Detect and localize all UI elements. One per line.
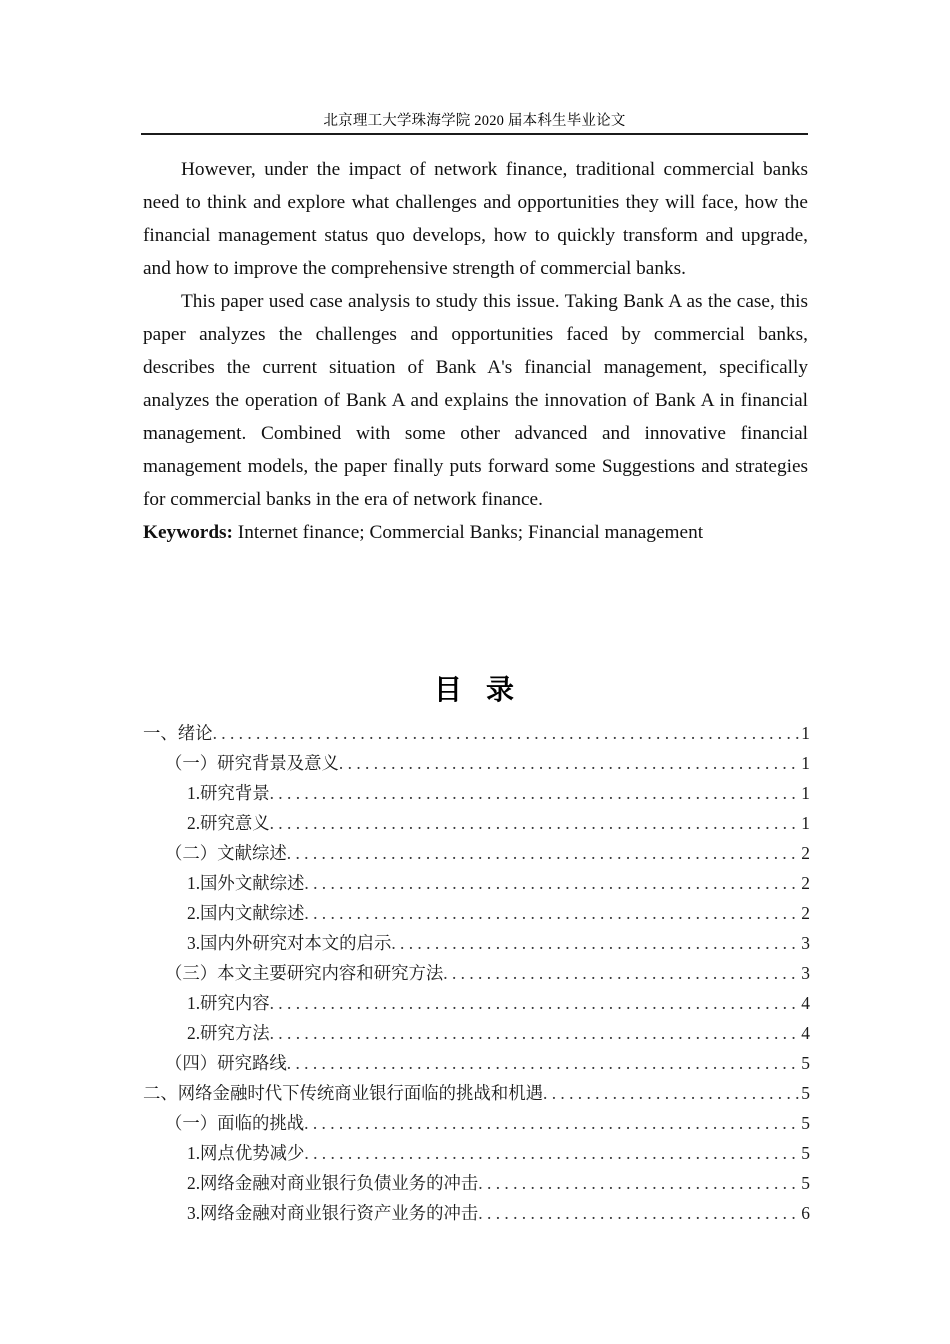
keywords-value: Internet finance; Commercial Banks; Financial management [237, 522, 704, 543]
toc-entry-label: （一）面临的挑战 [165, 1113, 305, 1133]
abstract-paragraph-2: This paper used case analysis to study this issue. Taking Bank A as the case, this paper analyzes the challenges and opportunities faced by commercial banks, describes the current situation of Bank A's financial management, specifically analyzes the operation of Bank A and explains the innovation of Bank A in financial management. Combined with some other advanced and innovative financial management models, the paper finally puts forward some Suggestions and strategies for commercial banks in the era of network finance. [143, 291, 808, 510]
toc-entry-label: 1.国外文献综述 [187, 873, 305, 893]
toc-entry-page-number: 2 [801, 873, 810, 893]
toc-entry[interactable] [143, 1138, 810, 1168]
toc-entry[interactable] [143, 898, 810, 928]
toc-leader-dots [213, 718, 799, 748]
toc-leader-dots [304, 898, 799, 928]
toc-entry-page-number: 1 [801, 813, 810, 833]
toc-leader-dots [443, 958, 799, 988]
running-title: 北京理工大学珠海学院 2020 届本科生毕业论文 [323, 113, 626, 129]
toc-entry[interactable] [143, 1168, 810, 1198]
abstract-body [143, 153, 808, 549]
toc-entry-page-number: 2 [801, 843, 810, 863]
toc-entry[interactable] [143, 778, 810, 808]
toc-entry-label: （二）文献综述 [165, 843, 287, 863]
toc-entry-label: 1.研究背景 [187, 783, 270, 803]
toc-leader-dots [304, 868, 799, 898]
toc-entry-label: 2.国内文献综述 [187, 903, 305, 923]
toc-entry-page-number: 4 [801, 993, 810, 1013]
toc-leader-dots [270, 778, 799, 808]
header-divider [141, 133, 808, 135]
toc-entry-label: 2.网络金融对商业银行负债业务的冲击 [187, 1173, 479, 1193]
toc-entry-label: 2.研究意义 [187, 813, 270, 833]
toc-entry-label: 3.国内外研究对本文的启示 [187, 933, 392, 953]
toc-leader-dots [270, 1018, 799, 1048]
toc-leader-dots [270, 808, 799, 838]
toc-entry-page-number: 2 [801, 903, 810, 923]
toc-entry-page-number: 1 [801, 783, 810, 803]
toc-entry-page-number: 5 [801, 1113, 810, 1133]
toc-entry-page-number: 1 [801, 753, 810, 773]
toc-entry-page-number: 3 [801, 963, 810, 983]
toc-entry-page-number: 5 [801, 1083, 810, 1103]
toc-entry-page-number: 1 [801, 723, 810, 743]
keywords-label: Keywords: [143, 522, 233, 543]
toc-entry-label: 3.网络金融对商业银行资产业务的冲击 [187, 1203, 479, 1223]
toc-leader-dots [391, 928, 799, 958]
toc-entry-page-number: 6 [801, 1203, 810, 1223]
toc-entry-label: （三）本文主要研究内容和研究方法 [165, 963, 444, 983]
abstract-paragraph-1: However, under the impact of network finance, traditional commercial banks need to think and explore what challenges and opportunities they will face, how the financial management status quo develops, how to quickly transform and upgrade, and how to improve the comprehensive strength of commercial banks. [143, 159, 808, 279]
toc-entry[interactable] [143, 1198, 810, 1228]
toc-entry[interactable] [143, 1048, 810, 1078]
toc-entry[interactable] [143, 838, 810, 868]
toc-entry[interactable] [143, 958, 810, 988]
toc-entry-page-number: 5 [801, 1053, 810, 1073]
toc-leader-dots [339, 748, 799, 778]
toc-entry-page-number: 5 [801, 1143, 810, 1163]
page-header [141, 112, 808, 135]
toc-entry-page-number: 5 [801, 1173, 810, 1193]
toc-leader-dots [270, 988, 799, 1018]
toc-title [0, 668, 950, 708]
toc-leader-dots [304, 1108, 799, 1138]
toc-entry[interactable] [143, 1108, 810, 1138]
toc-entry[interactable] [143, 868, 810, 898]
toc-entry-label: 1.网点优势减少 [187, 1143, 305, 1163]
toc-leader-dots [287, 1048, 799, 1078]
toc-leader-dots [287, 838, 799, 868]
toc-entry-label: 1.研究内容 [187, 993, 270, 1013]
toc-entry[interactable] [143, 718, 810, 748]
toc-entry[interactable] [143, 928, 810, 958]
table-of-contents [143, 718, 810, 1228]
toc-entry[interactable] [143, 1078, 810, 1108]
toc-leader-dots [543, 1078, 799, 1108]
toc-entry-page-number: 3 [801, 933, 810, 953]
toc-entry-label: 二、网络金融时代下传统商业银行面临的挑战和机遇 [143, 1083, 543, 1103]
keywords-line [143, 516, 808, 549]
toc-title-left: 目 [433, 675, 464, 706]
toc-entry-label: 2.研究方法 [187, 1023, 270, 1043]
toc-entry[interactable] [143, 808, 810, 838]
toc-entry[interactable] [143, 748, 810, 778]
toc-entry[interactable] [143, 988, 810, 1018]
toc-leader-dots [478, 1198, 799, 1228]
toc-title-right: 录 [486, 675, 517, 706]
toc-leader-dots [304, 1138, 799, 1168]
toc-entry-label: （四）研究路线 [165, 1053, 287, 1073]
toc-entry[interactable] [143, 1018, 810, 1048]
toc-leader-dots [478, 1168, 799, 1198]
toc-entry-label: 一、绪论 [143, 723, 213, 743]
toc-entry-label: （一）研究背景及意义 [165, 753, 339, 773]
toc-entry-page-number: 4 [801, 1023, 810, 1043]
